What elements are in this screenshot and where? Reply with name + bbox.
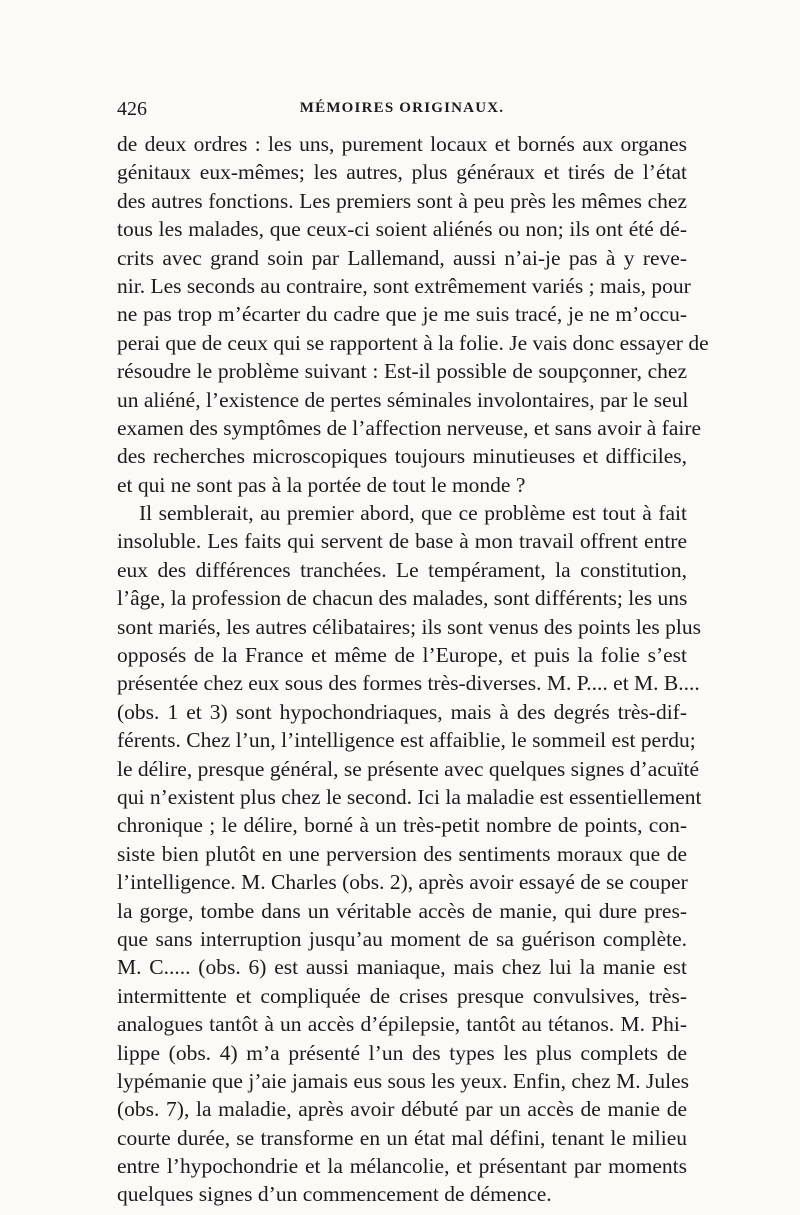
- text-line: qui n’existent plus chez le second. Ici la maladie est essentiellement: [117, 784, 702, 809]
- text-line: lypémanie que j’aie jamais eus sous les yeux. Enfin, chez M. Jules: [117, 1068, 689, 1093]
- text-line: perai que de ceux qui se rapportent à la folie. Je vais donc essayer de: [117, 330, 709, 355]
- text-line: sont mariés, les autres célibataires; ils sont venus des points les plus: [117, 614, 701, 639]
- text-line: génitaux eux-mêmes; les autres, plus généraux et tirés de l’état: [117, 160, 687, 185]
- text-line: opposés de la France et même de l’Europe, et puis la folie s’est: [117, 643, 687, 668]
- text-line: ne pas trop m’écarter du cadre que je me suis tracé, je ne m’occu-: [117, 302, 687, 327]
- text-line: (obs. 1 et 3) sont hypochondriaques, mais à des degrés très-dif-: [117, 699, 687, 724]
- text-line: crits avec grand soin par Lallemand, aussi n’ai-je pas à y reve-: [117, 245, 687, 270]
- running-head: [117, 98, 687, 124]
- text-line: courte durée, se transforme en un état mal défini, tenant le milieu: [117, 1125, 687, 1150]
- text-line: examen des symptômes de l’affection nerveuse, et sans avoir à faire: [117, 415, 702, 440]
- text-line: tous les malades, que ceux-ci soient aliénés ou non; ils ont été dé-: [117, 217, 687, 242]
- running-title: MÉMOIRES ORIGINAUX.: [299, 100, 505, 116]
- text-line: l’intelligence. M. Charles (obs. 2), après avoir essayé de se couper: [117, 870, 688, 895]
- paragraph: [117, 130, 709, 499]
- text-line: siste bien plutôt en une perversion des sentiments moraux que de: [117, 841, 687, 866]
- text-line: intermittente et compliquée de crises presque convulsives, très-: [117, 983, 687, 1008]
- text-line: la gorge, tombe dans un véritable accès de manie, qui dure pres-: [117, 898, 687, 923]
- text-line: M. C..... (obs. 6) est aussi maniaque, mais chez lui la manie est: [117, 955, 687, 980]
- text-line: Il semblerait, au premier abord, que ce problème est tout à fait: [139, 501, 687, 526]
- text-line: de deux ordres : les uns, purement locaux et bornés aux organes: [117, 132, 687, 156]
- text-line: le délire, presque général, se présente avec quelques signes d’acuïté: [117, 756, 700, 781]
- paragraph: [117, 499, 702, 1209]
- text-line: analogues tantôt à un accès d’épilepsie, tantôt au tétanos. M. Phi-: [117, 1012, 687, 1037]
- text-line: chronique ; le délire, borné à un très-petit nombre de points, con-: [117, 813, 687, 838]
- text-line: des autres fonctions. Les premiers sont à peu près les mêmes chez: [117, 188, 687, 213]
- text-line: entre l’hypochondrie et la mélancolie, et présentant par moments: [117, 1154, 687, 1179]
- text-line: insoluble. Les faits qui servent de base à mon travail offrent entre: [117, 529, 687, 554]
- page-number: 426: [117, 98, 147, 120]
- text-line: eux des différences tranchées. Le tempérament, la constitution,: [117, 557, 687, 582]
- text-line: nir. Les seconds au contraire, sont extrêmement variés ; mais, pour: [117, 273, 691, 298]
- text-line: un aliéné, l’existence de pertes séminales involontaires, par le seul: [117, 387, 689, 412]
- text-line: lippe (obs. 4) m’a présenté l’un des types les plus complets de: [117, 1040, 687, 1065]
- text-line: et qui ne sont pas à la portée de tout le monde ?: [117, 472, 526, 497]
- text-line: (obs. 7), la maladie, après avoir débuté par un accès de manie de: [117, 1097, 687, 1122]
- text-line: que sans interruption jusqu’au moment de sa guérison complète.: [117, 926, 687, 951]
- text-line: présentée chez eux sous des formes très-diverses. M. P.... et M. B....: [117, 671, 700, 696]
- text-line: résoudre le problème suivant : Est-il possible de soupçonner, chez: [117, 359, 687, 384]
- text-line: férents. Chez l’un, l’intelligence est affaiblie, le sommeil est perdu;: [117, 728, 696, 753]
- text-line: quelques signes d’un commencement de démence.: [117, 1182, 552, 1207]
- body-text: [117, 130, 709, 1209]
- text-line: des recherches microscopiques toujours minutieuses et difficiles,: [117, 444, 687, 469]
- text-line: l’âge, la profession de chacun des malades, sont différents; les uns: [117, 586, 688, 611]
